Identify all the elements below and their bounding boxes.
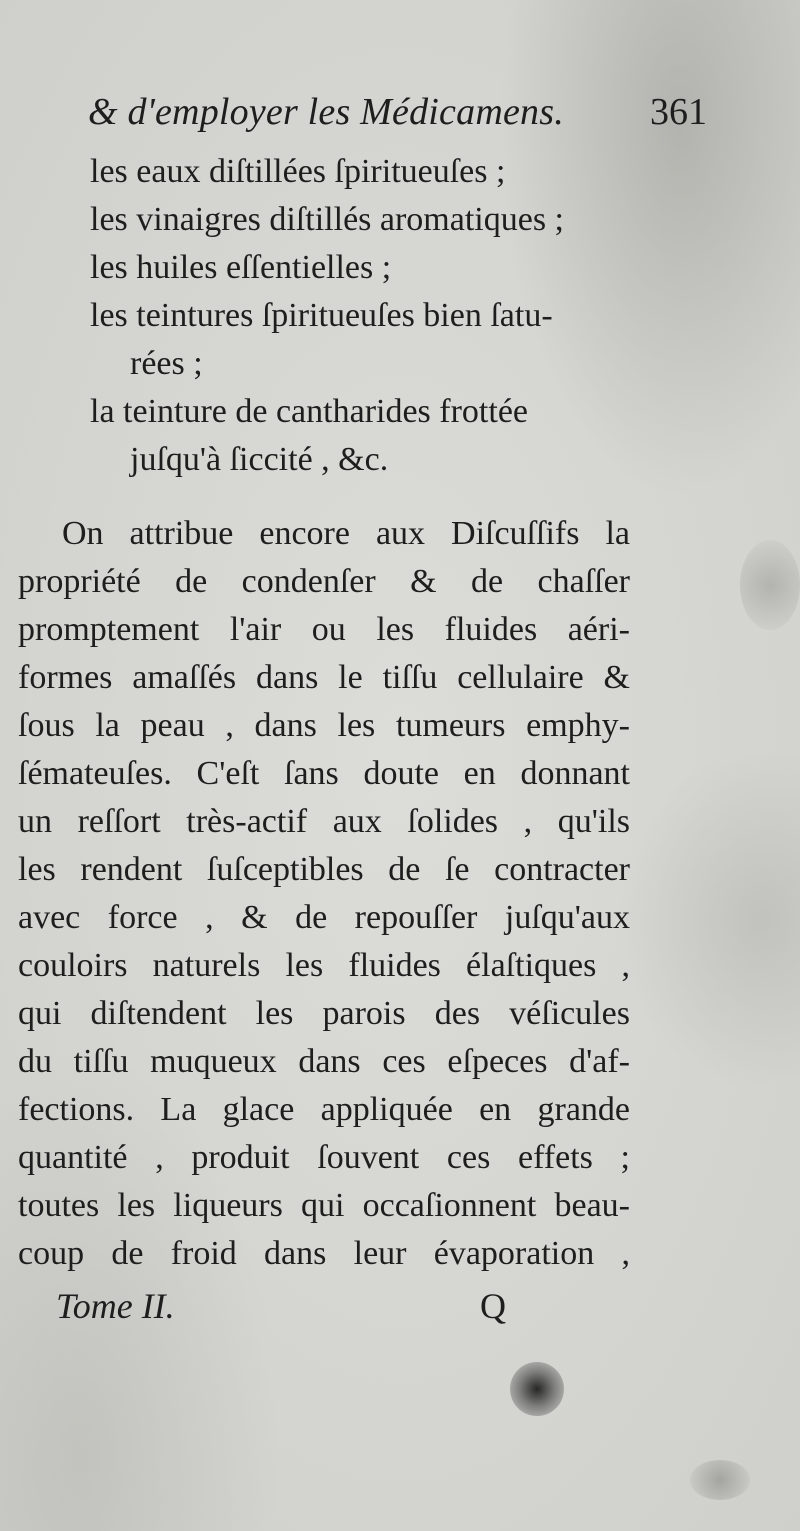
paragraph-line: couloirs naturels les fluides élaſtiques , bbox=[18, 947, 630, 984]
list-line: les vinaigres diſtillés aromatiques ; bbox=[90, 201, 565, 238]
list-line: les huiles eſſentielles ; bbox=[90, 249, 392, 286]
running-title: & d'employer les Médicamens. bbox=[88, 91, 564, 133]
paragraph-line: quantité , produit ſouvent ces effets ; bbox=[18, 1139, 630, 1176]
volume-label: Tome II. bbox=[56, 1286, 175, 1326]
paragraph-line: propriété de condenſer & de chaſſer bbox=[18, 563, 630, 600]
foxing-spot bbox=[690, 1460, 750, 1500]
paragraph-line: qui diſtendent les parois des véſicules bbox=[18, 995, 630, 1032]
page-footer bbox=[56, 1278, 576, 1334]
list-line: les teintures ſpiritueuſes bien ſatu- bbox=[90, 297, 553, 334]
page-number: 361 bbox=[650, 91, 707, 133]
signature-mark: Q bbox=[480, 1286, 506, 1326]
paragraph-line: les rendent ſuſceptibles de ſe contracter bbox=[18, 851, 630, 888]
running-head bbox=[88, 84, 707, 140]
list-line: juſqu'à ſiccité , &c. bbox=[130, 441, 389, 478]
list-line: rées ; bbox=[130, 345, 203, 382]
paragraph-line: ſous la peau , dans les tumeurs emphy- bbox=[18, 707, 630, 744]
paragraph-line: promptement l'air ou les fluides aéri- bbox=[18, 611, 630, 648]
paragraph-line: ſémateuſes. C'eſt ſans doute en donnant bbox=[18, 755, 630, 792]
paragraph-line: formes amaſſés dans le tiſſu cellulaire & bbox=[18, 659, 630, 696]
list-line: la teinture de cantharides frottée bbox=[90, 393, 528, 430]
paragraph-line: un reſſort très-actif aux ſolides , qu'ils bbox=[18, 803, 630, 840]
ink-blot bbox=[510, 1362, 564, 1416]
paragraph-line: avec force , & de repouſſer juſqu'aux bbox=[18, 899, 630, 936]
paragraph-line: coup de froid dans leur évaporation , bbox=[18, 1235, 630, 1272]
list-line: les eaux diſtillées ſpiritueuſes ; bbox=[90, 153, 506, 190]
foxing-spot bbox=[740, 540, 800, 630]
paragraph-line: On attribue encore aux Diſcuſſifs la bbox=[62, 515, 630, 552]
paragraph-line: du tiſſu muqueux dans ces eſpeces d'af- bbox=[18, 1043, 630, 1080]
paragraph-line: fections. La glace appliquée en grande bbox=[18, 1091, 630, 1128]
paragraph-line: toutes les liqueurs qui occaſionnent beau- bbox=[18, 1187, 630, 1224]
